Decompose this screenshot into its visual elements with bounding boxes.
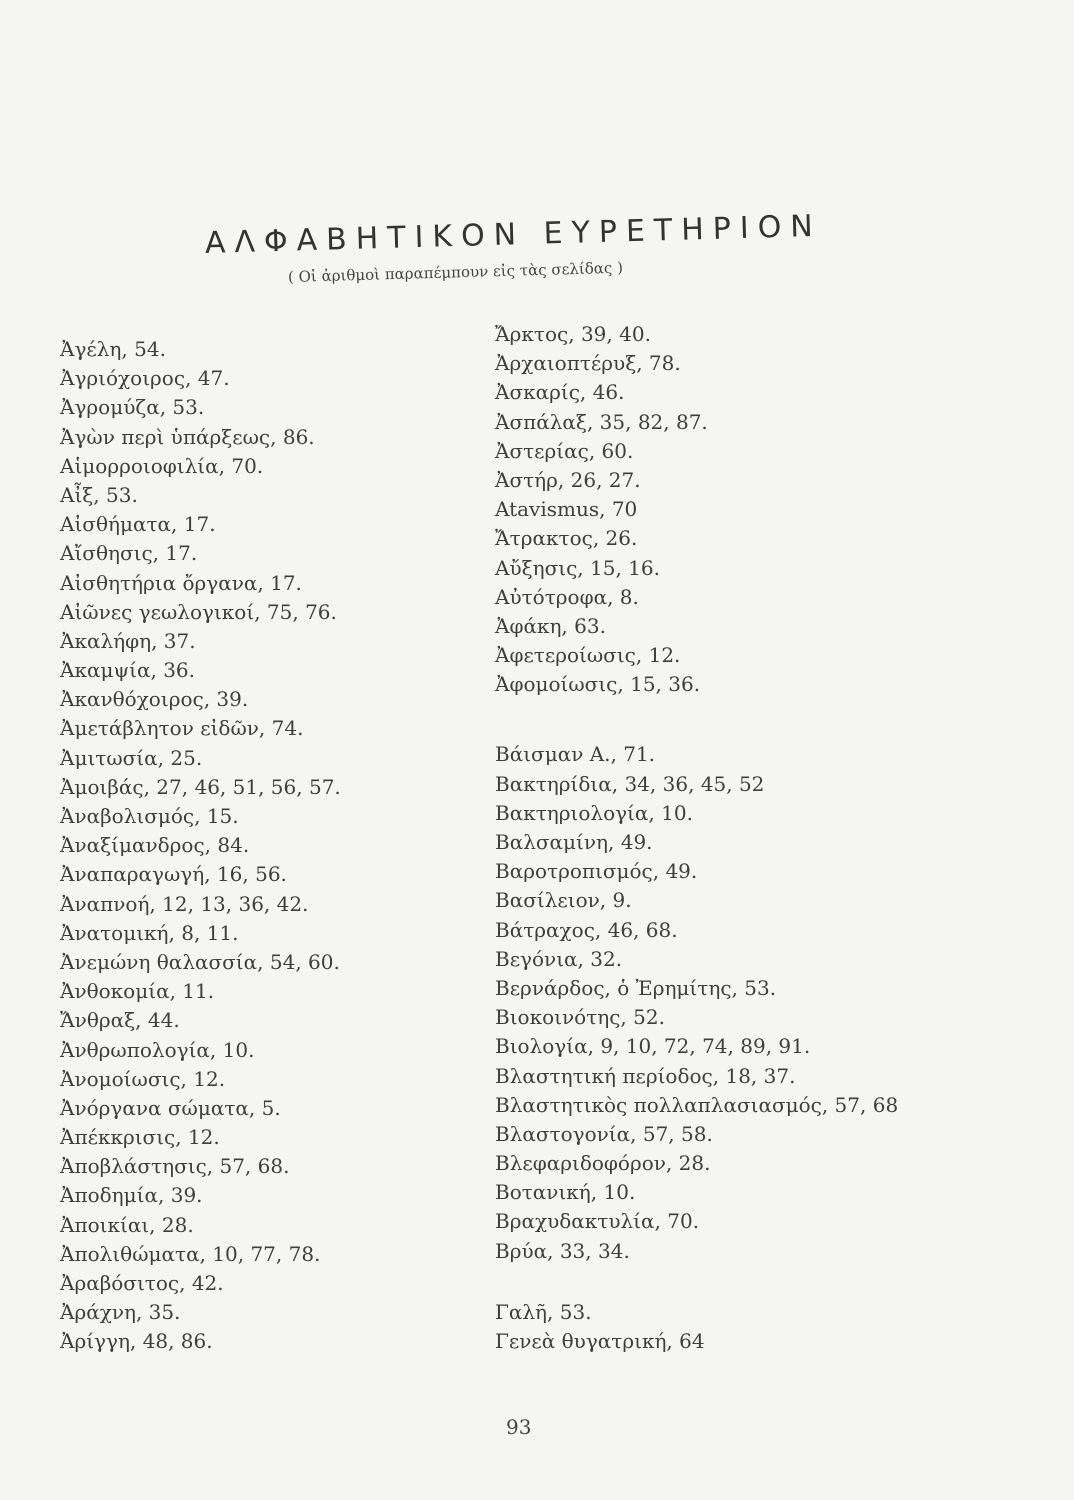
index-entry: Βοτανική, 10.: [495, 1180, 636, 1205]
index-entry: Ἀναπνοή, 12, 13, 36, 42.: [60, 891, 309, 916]
index-entry: Βρύα, 33, 34.: [495, 1238, 630, 1263]
index-entry: Ἄρκτος, 39, 40.: [495, 322, 651, 346]
index-entry: Ἀνθοκομία, 11.: [60, 979, 215, 1004]
index-entry: Βάτραχος, 46, 68.: [495, 917, 678, 942]
index-entry: Ἀσκαρίς, 46.: [495, 380, 625, 405]
index-entry: Ἀκανθόχοιρος, 39.: [60, 687, 249, 712]
index-entry: Βλαστητικὸς πολλαπλασιασμός, 57, 68: [495, 1092, 899, 1117]
index-entry: Ἀστήρ, 26, 27.: [495, 467, 641, 492]
index-entry: Βακτηριολογία, 10.: [495, 800, 693, 825]
index-entry: Ἀρίγγη, 48, 86.: [60, 1329, 213, 1354]
page-subtitle: ( Οἱ ἀριθμοὶ παραπέμπουν εἰς τὰς σελίδας ): [287, 258, 624, 286]
index-entry: Ἄτρακτος, 26.: [495, 526, 638, 551]
index-entry: Βεγόνια, 32.: [495, 946, 623, 971]
index-entry: Αἱμορροιοφιλία, 70.: [60, 453, 264, 478]
index-entry: Βάισμαν Α., 71.: [495, 742, 656, 767]
index-entry: Ἀμοιβάς, 27, 46, 51, 56, 57.: [60, 774, 341, 799]
index-entry: Ἀμετάβλητον εἰδῶν, 74.: [60, 716, 304, 741]
index-entry: Γαλῆ, 53.: [495, 1299, 592, 1324]
index-entry: Ἀρχαιοπτέρυξ, 78.: [495, 351, 681, 376]
index-entry: Ἀσπάλαξ, 35, 82, 87.: [495, 409, 708, 434]
index-entry: Ἀνομοίωσις, 12.: [60, 1066, 226, 1091]
index-entry: Βαροτροπισμός, 49.: [495, 859, 698, 884]
index-entry: Ἀστερίας, 60.: [495, 438, 634, 463]
index-entry: Βιοκοινότης, 52.: [495, 1005, 665, 1030]
index-entry: Ἀγρομύζα, 53.: [60, 395, 205, 420]
index-entry: Γενεὰ θυγατρική, 64: [495, 1329, 705, 1353]
index-entry: Ἀπέκκρισις, 12.: [60, 1125, 220, 1150]
index-entry: Βλεφαριδοφόρον, 28.: [495, 1151, 711, 1176]
index-entry: Βλαστητική περίοδος, 18, 37.: [495, 1063, 796, 1088]
index-entry: Αἶξ, 53.: [60, 482, 138, 507]
index-entry: Ἀνθρωπολογία, 10.: [60, 1037, 255, 1062]
index-entry: Ἀναπαραγωγή, 16, 56.: [60, 862, 287, 887]
index-entry: Ἀκαλήφη, 37.: [60, 628, 196, 653]
index-column-right: [495, 320, 898, 1356]
index-entry: Ἀκαμψία, 36.: [60, 658, 195, 683]
index-entry: Ἀγέλη, 54.: [60, 337, 166, 361]
index-entry: Βιολογία, 9, 10, 72, 74, 89, 91.: [495, 1034, 811, 1059]
section-spacer: [495, 699, 898, 740]
page-number: 93: [506, 1415, 532, 1439]
index-entry: Ἀνεμώνη θαλασσία, 54, 60.: [60, 949, 340, 974]
index-entry: Ἀγὼν περὶ ὑπάρξεως, 86.: [60, 424, 315, 449]
index-entry: Βακτηρίδια, 34, 36, 45, 52: [495, 771, 765, 796]
index-entry: Αὐτότροφα, 8.: [495, 584, 639, 609]
index-entry: Βραχυδακτυλία, 70.: [495, 1209, 700, 1234]
index-entry: Ἀμιτωσία, 25.: [60, 745, 203, 770]
index-entry: Αἰσθητήρια ὄργανα, 17.: [60, 570, 302, 595]
index-entry: Βερνάρδος, ὁ Ἐρημίτης, 53.: [495, 975, 777, 1000]
index-entry: Ἀποβλάστησις, 57, 68.: [60, 1154, 290, 1179]
index-entry: Βλαστογονία, 57, 58.: [495, 1121, 713, 1146]
index-entry: Βασίλειον, 9.: [495, 888, 632, 913]
index-entry: Αἰῶνες γεωλογικοί, 75, 76.: [60, 599, 337, 624]
index-entry: Αἰσθήματα, 17.: [60, 512, 216, 537]
index-entry: Ἀναβολισμός, 15.: [60, 804, 239, 828]
index-entry: Ἀπολιθώματα, 10, 77, 78.: [60, 1241, 321, 1266]
index-entry: Αὔξησις, 15, 16.: [495, 555, 660, 580]
index-entry: Ἀραβόσιτος, 42.: [60, 1271, 224, 1295]
index-entry: Αἴσθησις, 17.: [60, 541, 198, 566]
page-title: ΑΛΦΑΒΗΤΙΚΟΝ ΕΥΡΕΤΗΡΙΟΝ: [204, 208, 823, 261]
index-entry: Ἀναξίμανδρος, 84.: [60, 833, 250, 858]
index-entry: Ἀγριόχοιρος, 47.: [60, 366, 230, 391]
index-entry: Ἄνθραξ, 44.: [60, 1008, 180, 1033]
index-entry: Ἀποδημία, 39.: [60, 1183, 203, 1208]
index-entry: Ἀφάκη, 63.: [495, 613, 606, 638]
index-entry: Ἀράχνη, 35.: [60, 1300, 181, 1325]
index-column-left: [60, 335, 341, 1357]
index-entry: Ἀφομοίωσις, 15, 36.: [495, 672, 701, 697]
section-spacer: [495, 1266, 898, 1298]
index-entry: Atavismus, 70: [495, 497, 638, 522]
index-entry: Ἀφετεροίωσις, 12.: [495, 643, 681, 668]
index-entry: Ἀνατομική, 8, 11.: [60, 920, 239, 945]
index-entry: Ἀποικίαι, 28.: [60, 1212, 194, 1237]
index-entry: Ἀνόργανα σώματα, 5.: [60, 1095, 281, 1120]
index-entry: Βαλσαμίνη, 49.: [495, 830, 653, 854]
